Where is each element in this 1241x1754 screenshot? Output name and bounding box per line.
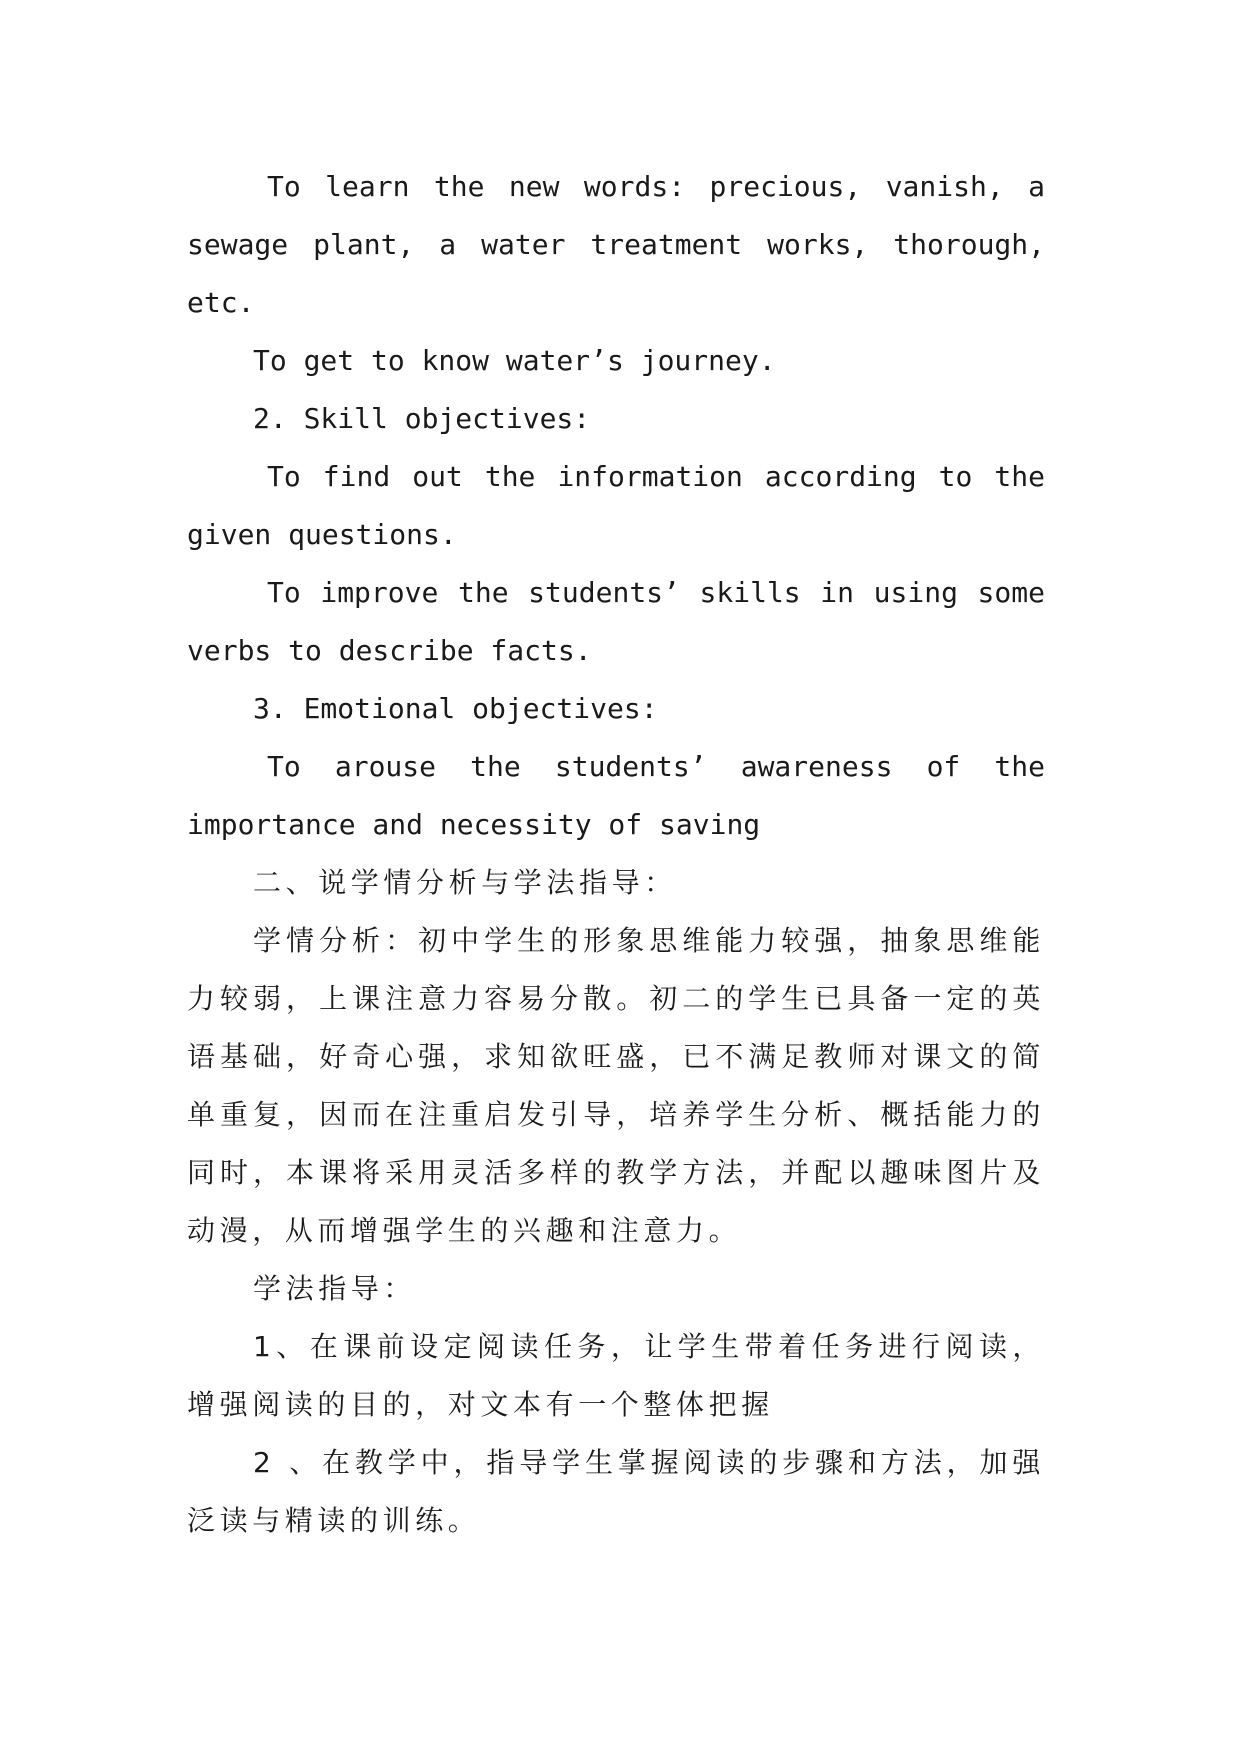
paragraph-water-journey: To get to know water’s journey.	[253, 344, 776, 377]
paragraph-improve-skills: To improve the students’ skills in using some verbs to describe facts.	[187, 576, 1045, 667]
paragraph-arouse-awareness: To arouse the students’ awareness of the importance and necessity of saving	[187, 750, 1045, 841]
heading-emotional-objectives: 3. Emotional objectives:	[253, 692, 658, 725]
paragraph-student-analysis: 学情分析：初中学生的形象思维能力较强，抽象思维能力较弱，上课注意力容易分散。初二的学生已具备一定的英语基础，好奇心强，求知欲旺盛，已不满足教师对课文的简单重复，因而在注重启发引导，培养学生分析、概括能力的同时，本课将采用灵活多样的教学方法，并配以趣味图片及动漫，从而增强学生的兴趣和注意力。	[187, 924, 1045, 1247]
paragraph-new-words: To learn the new words: precious, vanish, a sewage plant, a water treatment works, thorough, etc.	[187, 170, 1045, 319]
heading-learning-guidance: 学法指导：	[253, 1272, 417, 1305]
document-body	[187, 158, 1045, 1550]
heading-skill-objectives: 2. Skill objectives:	[253, 402, 591, 435]
paragraph-guidance-item-1: 1、在课前设定阅读任务，让学生带着任务进行阅读，增强阅读的目的，对文本有一个整体把握	[187, 1330, 1045, 1421]
paragraph-guidance-item-2: 2 、在教学中，指导学生掌握阅读的步骤和方法，加强泛读与精读的训练。	[187, 1446, 1045, 1537]
paragraph-find-information: To find out the information according to the given questions.	[187, 460, 1045, 551]
heading-student-analysis: 二、说学情分析与学法指导：	[253, 866, 677, 899]
